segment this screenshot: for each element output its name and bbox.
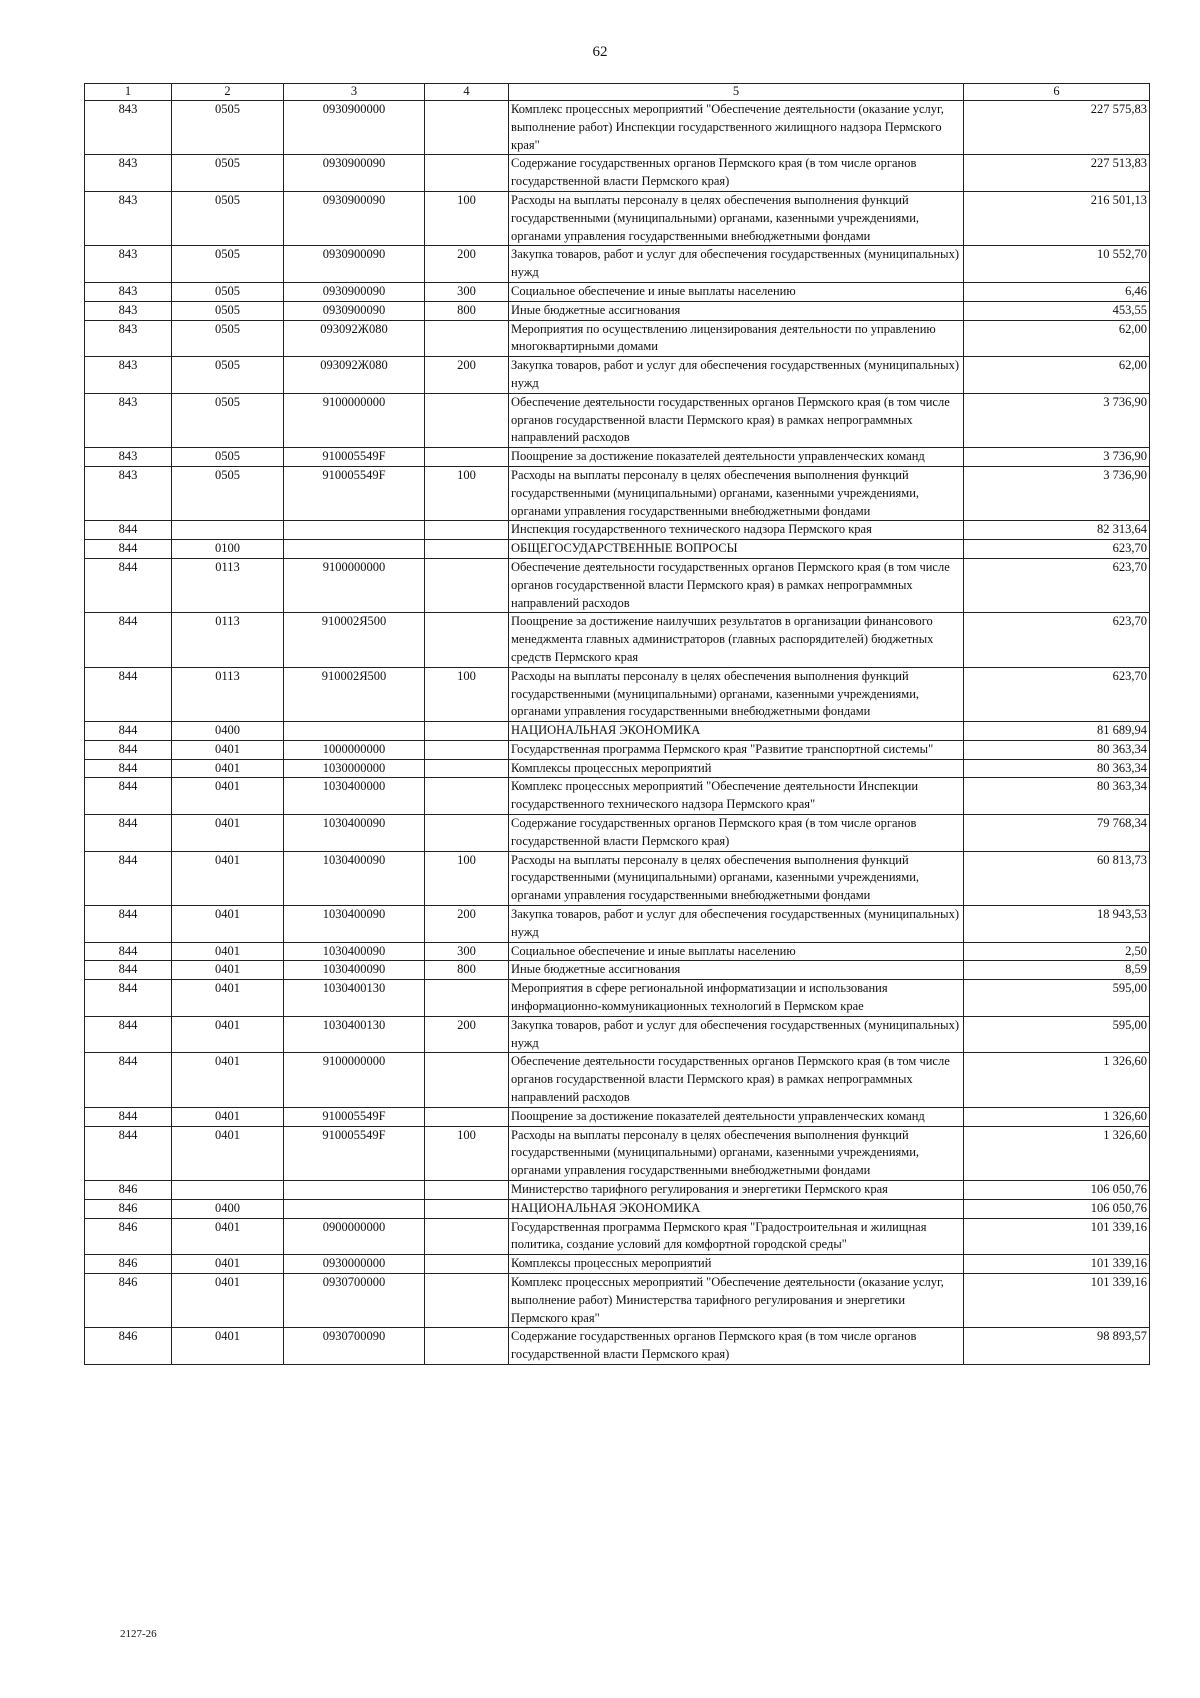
section-code-cell: 0505 bbox=[172, 393, 284, 447]
target-article-cell: 1030400090 bbox=[284, 942, 425, 961]
description-cell: Иные бюджетные ассигнования bbox=[509, 301, 964, 320]
section-code-cell: 0505 bbox=[172, 246, 284, 283]
target-article-cell: 1030400090 bbox=[284, 815, 425, 852]
description-cell: Расходы на выплаты персоналу в целях обеспечения выполнения функций государственными (муниципальными) органами, казенными учреждениями, органами управления государственными внебюджетными фондами bbox=[509, 466, 964, 520]
section-code-cell: 0401 bbox=[172, 759, 284, 778]
ministry-code-cell: 843 bbox=[85, 301, 172, 320]
ministry-code-cell: 843 bbox=[85, 357, 172, 394]
column-header-2: 2 bbox=[172, 84, 284, 101]
expense-type-cell bbox=[425, 778, 509, 815]
amount-cell: 101 339,16 bbox=[964, 1255, 1150, 1274]
amount-cell: 101 339,16 bbox=[964, 1274, 1150, 1328]
ministry-code-cell: 843 bbox=[85, 191, 172, 245]
ministry-code-cell: 843 bbox=[85, 448, 172, 467]
description-cell: Расходы на выплаты персоналу в целях обеспечения выполнения функций государственными (муниципальными) органами, казенными учреждениями, органами управления государственными внебюджетными фондами bbox=[509, 667, 964, 721]
table-row bbox=[85, 667, 1150, 721]
description-cell: Закупка товаров, работ и услуг для обеспечения государственных (муниципальных) нужд bbox=[509, 906, 964, 943]
ministry-code-cell: 844 bbox=[85, 1107, 172, 1126]
target-article-cell bbox=[284, 1199, 425, 1218]
description-cell: Поощрение за достижение показателей деятельности управленческих команд bbox=[509, 448, 964, 467]
target-article-cell: 1030400130 bbox=[284, 980, 425, 1017]
section-code-cell: 0401 bbox=[172, 815, 284, 852]
expense-type-cell bbox=[425, 740, 509, 759]
section-code-cell: 0505 bbox=[172, 155, 284, 192]
section-code-cell: 0505 bbox=[172, 301, 284, 320]
section-code-cell: 0505 bbox=[172, 101, 284, 155]
table-row bbox=[85, 906, 1150, 943]
table-row bbox=[85, 1107, 1150, 1126]
page-number: 62 bbox=[592, 44, 608, 60]
ministry-code-cell: 844 bbox=[85, 558, 172, 612]
expense-type-cell: 200 bbox=[425, 357, 509, 394]
amount-cell: 101 339,16 bbox=[964, 1218, 1150, 1255]
ministry-code-cell: 844 bbox=[85, 1126, 172, 1180]
expense-type-cell bbox=[425, 980, 509, 1017]
table-row bbox=[85, 282, 1150, 301]
table-row bbox=[85, 155, 1150, 192]
section-code-cell: 0401 bbox=[172, 1328, 284, 1365]
table-row bbox=[85, 1199, 1150, 1218]
table-row bbox=[85, 1218, 1150, 1255]
table-row bbox=[85, 466, 1150, 520]
amount-cell: 1 326,60 bbox=[964, 1053, 1150, 1107]
target-article-cell: 1030400000 bbox=[284, 778, 425, 815]
description-cell: Государственная программа Пермского края "Развитие транспортной системы" bbox=[509, 740, 964, 759]
target-article-cell: 093092Ж080 bbox=[284, 320, 425, 357]
section-code-cell bbox=[172, 1181, 284, 1200]
expense-type-cell bbox=[425, 1218, 509, 1255]
amount-cell: 216 501,13 bbox=[964, 191, 1150, 245]
table-row bbox=[85, 320, 1150, 357]
description-cell: Мероприятия по осуществлению лицензирования деятельности по управлению многоквартирными домами bbox=[509, 320, 964, 357]
description-cell: ОБЩЕГОСУДАРСТВЕННЫЕ ВОПРОСЫ bbox=[509, 540, 964, 559]
amount-cell: 3 736,90 bbox=[964, 466, 1150, 520]
ministry-code-cell: 846 bbox=[85, 1274, 172, 1328]
target-article-cell: 910005549F bbox=[284, 466, 425, 520]
description-cell: Комплексы процессных мероприятий bbox=[509, 1255, 964, 1274]
target-article-cell: 1000000000 bbox=[284, 740, 425, 759]
target-article-cell: 910002Я500 bbox=[284, 667, 425, 721]
ministry-code-cell: 846 bbox=[85, 1218, 172, 1255]
ministry-code-cell: 846 bbox=[85, 1181, 172, 1200]
amount-cell: 453,55 bbox=[964, 301, 1150, 320]
table-body bbox=[85, 101, 1150, 1365]
section-code-cell: 0113 bbox=[172, 613, 284, 667]
ministry-code-cell: 844 bbox=[85, 851, 172, 905]
column-header-5: 5 bbox=[509, 84, 964, 101]
expense-type-cell bbox=[425, 1255, 509, 1274]
target-article-cell: 910005549F bbox=[284, 1126, 425, 1180]
table-row bbox=[85, 851, 1150, 905]
expense-type-cell: 100 bbox=[425, 667, 509, 721]
ministry-code-cell: 844 bbox=[85, 961, 172, 980]
amount-cell: 18 943,53 bbox=[964, 906, 1150, 943]
description-cell: Комплекс процессных мероприятий "Обеспечение деятельности (оказание услуг, выполнение работ) Инспекции государственного жилищного надзора Пермского края" bbox=[509, 101, 964, 155]
table-row bbox=[85, 393, 1150, 447]
ministry-code-cell: 844 bbox=[85, 667, 172, 721]
table-row bbox=[85, 521, 1150, 540]
table-row bbox=[85, 540, 1150, 559]
amount-cell: 623,70 bbox=[964, 540, 1150, 559]
description-cell: Социальное обеспечение и иные выплаты населению bbox=[509, 282, 964, 301]
section-code-cell: 0400 bbox=[172, 722, 284, 741]
ministry-code-cell: 843 bbox=[85, 466, 172, 520]
ministry-code-cell: 844 bbox=[85, 540, 172, 559]
amount-cell: 227 513,83 bbox=[964, 155, 1150, 192]
ministry-code-cell: 846 bbox=[85, 1199, 172, 1218]
target-article-cell: 0930900090 bbox=[284, 191, 425, 245]
ministry-code-cell: 843 bbox=[85, 282, 172, 301]
target-article-cell: 0900000000 bbox=[284, 1218, 425, 1255]
amount-cell: 80 363,34 bbox=[964, 778, 1150, 815]
table-row bbox=[85, 942, 1150, 961]
description-cell: Комплекс процессных мероприятий "Обеспечение деятельности Инспекции государственного технического надзора Пермского края" bbox=[509, 778, 964, 815]
amount-cell: 595,00 bbox=[964, 980, 1150, 1017]
description-cell: Расходы на выплаты персоналу в целях обеспечения выполнения функций государственными (муниципальными) органами, казенными учреждениями, органами управления государственными внебюджетными фондами bbox=[509, 191, 964, 245]
section-code-cell: 0401 bbox=[172, 740, 284, 759]
amount-cell: 81 689,94 bbox=[964, 722, 1150, 741]
expense-type-cell bbox=[425, 1274, 509, 1328]
description-cell: Обеспечение деятельности государственных органов Пермского края (в том числе органов государственной власти Пермского края) в рамках непрограммных направлений расходов bbox=[509, 558, 964, 612]
expense-type-cell: 100 bbox=[425, 1126, 509, 1180]
description-cell: Поощрение за достижение наилучших результатов в организации финансового менеджмента главных администраторов (главных распорядителей) бюджетных средств Пермского края bbox=[509, 613, 964, 667]
amount-cell: 227 575,83 bbox=[964, 101, 1150, 155]
section-code-cell: 0401 bbox=[172, 851, 284, 905]
ministry-code-cell: 846 bbox=[85, 1328, 172, 1365]
budget-table bbox=[84, 83, 1150, 1365]
section-code-cell: 0401 bbox=[172, 961, 284, 980]
description-cell: Обеспечение деятельности государственных органов Пермского края (в том числе органов государственной власти Пермского края) в рамках непрограммных направлений расходов bbox=[509, 1053, 964, 1107]
section-code-cell: 0505 bbox=[172, 357, 284, 394]
ministry-code-cell: 844 bbox=[85, 759, 172, 778]
description-cell: Содержание государственных органов Пермского края (в том числе органов государственной власти Пермского края) bbox=[509, 155, 964, 192]
section-code-cell: 0401 bbox=[172, 1255, 284, 1274]
ministry-code-cell: 843 bbox=[85, 246, 172, 283]
section-code-cell: 0401 bbox=[172, 942, 284, 961]
ministry-code-cell: 844 bbox=[85, 980, 172, 1017]
target-article-cell: 0930900090 bbox=[284, 301, 425, 320]
section-code-cell: 0401 bbox=[172, 1126, 284, 1180]
description-cell: НАЦИОНАЛЬНАЯ ЭКОНОМИКА bbox=[509, 722, 964, 741]
target-article-cell: 910005549F bbox=[284, 1107, 425, 1126]
section-code-cell bbox=[172, 521, 284, 540]
ministry-code-cell: 843 bbox=[85, 320, 172, 357]
ministry-code-cell: 843 bbox=[85, 393, 172, 447]
target-article-cell bbox=[284, 1181, 425, 1200]
amount-cell: 62,00 bbox=[964, 320, 1150, 357]
table-row bbox=[85, 301, 1150, 320]
section-code-cell: 0401 bbox=[172, 1274, 284, 1328]
column-header-1: 1 bbox=[85, 84, 172, 101]
table-row bbox=[85, 1274, 1150, 1328]
table-row bbox=[85, 1328, 1150, 1365]
target-article-cell: 910002Я500 bbox=[284, 613, 425, 667]
ministry-code-cell: 844 bbox=[85, 740, 172, 759]
ministry-code-cell: 844 bbox=[85, 521, 172, 540]
expense-type-cell bbox=[425, 155, 509, 192]
amount-cell: 62,00 bbox=[964, 357, 1150, 394]
target-article-cell: 1030400130 bbox=[284, 1016, 425, 1053]
ministry-code-cell: 844 bbox=[85, 778, 172, 815]
target-article-cell: 0930900090 bbox=[284, 155, 425, 192]
target-article-cell: 0930000000 bbox=[284, 1255, 425, 1274]
expense-type-cell: 800 bbox=[425, 961, 509, 980]
target-article-cell: 0930900090 bbox=[284, 282, 425, 301]
expense-type-cell bbox=[425, 393, 509, 447]
target-article-cell bbox=[284, 521, 425, 540]
expense-type-cell bbox=[425, 101, 509, 155]
amount-cell: 3 736,90 bbox=[964, 448, 1150, 467]
target-article-cell bbox=[284, 722, 425, 741]
section-code-cell: 0505 bbox=[172, 320, 284, 357]
expense-type-cell bbox=[425, 1107, 509, 1126]
description-cell: Министерство тарифного регулирования и энергетики Пермского края bbox=[509, 1181, 964, 1200]
expense-type-cell bbox=[425, 1328, 509, 1365]
amount-cell: 82 313,64 bbox=[964, 521, 1150, 540]
description-cell: Мероприятия в сфере региональной информатизации и использования информационно-коммуникационных технологий в Пермском крае bbox=[509, 980, 964, 1017]
table-row bbox=[85, 246, 1150, 283]
expense-type-cell bbox=[425, 1199, 509, 1218]
section-code-cell: 0505 bbox=[172, 466, 284, 520]
description-cell: Расходы на выплаты персоналу в целях обеспечения выполнения функций государственными (муниципальными) органами, казенными учреждениями, органами управления государственными внебюджетными фондами bbox=[509, 851, 964, 905]
description-cell: Закупка товаров, работ и услуг для обеспечения государственных (муниципальных) нужд bbox=[509, 1016, 964, 1053]
table-row bbox=[85, 357, 1150, 394]
description-cell: НАЦИОНАЛЬНАЯ ЭКОНОМИКА bbox=[509, 1199, 964, 1218]
column-header-6: 6 bbox=[964, 84, 1150, 101]
section-code-cell: 0401 bbox=[172, 778, 284, 815]
description-cell: Содержание государственных органов Пермского края (в том числе органов государственной власти Пермского края) bbox=[509, 815, 964, 852]
ministry-code-cell: 843 bbox=[85, 155, 172, 192]
section-code-cell: 0401 bbox=[172, 1016, 284, 1053]
table-row bbox=[85, 778, 1150, 815]
expense-type-cell bbox=[425, 759, 509, 778]
table-row bbox=[85, 558, 1150, 612]
table-row bbox=[85, 1126, 1150, 1180]
amount-cell: 6,46 bbox=[964, 282, 1150, 301]
table-row bbox=[85, 1181, 1150, 1200]
table-row bbox=[85, 759, 1150, 778]
section-code-cell: 0113 bbox=[172, 558, 284, 612]
description-cell: Комплексы процессных мероприятий bbox=[509, 759, 964, 778]
target-article-cell: 0930700000 bbox=[284, 1274, 425, 1328]
amount-cell: 623,70 bbox=[964, 558, 1150, 612]
table-row bbox=[85, 722, 1150, 741]
section-code-cell: 0401 bbox=[172, 1053, 284, 1107]
table-header-row bbox=[85, 84, 1150, 101]
expense-type-cell bbox=[425, 1181, 509, 1200]
column-header-3: 3 bbox=[284, 84, 425, 101]
amount-cell: 80 363,34 bbox=[964, 740, 1150, 759]
expense-type-cell: 200 bbox=[425, 906, 509, 943]
description-cell: Иные бюджетные ассигнования bbox=[509, 961, 964, 980]
table-row bbox=[85, 980, 1150, 1017]
expense-type-cell bbox=[425, 521, 509, 540]
target-article-cell: 0930900000 bbox=[284, 101, 425, 155]
target-article-cell bbox=[284, 540, 425, 559]
amount-cell: 1 326,60 bbox=[964, 1126, 1150, 1180]
target-article-cell: 1030000000 bbox=[284, 759, 425, 778]
ministry-code-cell: 844 bbox=[85, 722, 172, 741]
expense-type-cell bbox=[425, 558, 509, 612]
amount-cell: 3 736,90 bbox=[964, 393, 1150, 447]
description-cell: Комплекс процессных мероприятий "Обеспечение деятельности (оказание услуг, выполнение работ) Министерства тарифного регулирования и энергетики Пермского края" bbox=[509, 1274, 964, 1328]
section-code-cell: 0100 bbox=[172, 540, 284, 559]
expense-type-cell bbox=[425, 448, 509, 467]
description-cell: Инспекция государственного технического надзора Пермского края bbox=[509, 521, 964, 540]
table-row bbox=[85, 1255, 1150, 1274]
amount-cell: 60 813,73 bbox=[964, 851, 1150, 905]
section-code-cell: 0113 bbox=[172, 667, 284, 721]
ministry-code-cell: 844 bbox=[85, 906, 172, 943]
expense-type-cell: 100 bbox=[425, 191, 509, 245]
expense-type-cell: 200 bbox=[425, 1016, 509, 1053]
target-article-cell: 1030400090 bbox=[284, 906, 425, 943]
expense-type-cell: 300 bbox=[425, 282, 509, 301]
ministry-code-cell: 844 bbox=[85, 815, 172, 852]
ministry-code-cell: 844 bbox=[85, 942, 172, 961]
target-article-cell: 0930900090 bbox=[284, 246, 425, 283]
amount-cell: 1 326,60 bbox=[964, 1107, 1150, 1126]
expense-type-cell: 800 bbox=[425, 301, 509, 320]
amount-cell: 106 050,76 bbox=[964, 1181, 1150, 1200]
table-row bbox=[85, 448, 1150, 467]
expense-type-cell bbox=[425, 1053, 509, 1107]
table-row bbox=[85, 101, 1150, 155]
table-row bbox=[85, 961, 1150, 980]
table-row bbox=[85, 1016, 1150, 1053]
table-row bbox=[85, 815, 1150, 852]
target-article-cell: 9100000000 bbox=[284, 1053, 425, 1107]
table-row bbox=[85, 191, 1150, 245]
table-row bbox=[85, 1053, 1150, 1107]
target-article-cell: 9100000000 bbox=[284, 558, 425, 612]
amount-cell: 8,59 bbox=[964, 961, 1150, 980]
amount-cell: 10 552,70 bbox=[964, 246, 1150, 283]
ministry-code-cell: 846 bbox=[85, 1255, 172, 1274]
expense-type-cell: 200 bbox=[425, 246, 509, 283]
section-code-cell: 0505 bbox=[172, 448, 284, 467]
description-cell: Закупка товаров, работ и услуг для обеспечения государственных (муниципальных) нужд bbox=[509, 246, 964, 283]
target-article-cell: 910005549F bbox=[284, 448, 425, 467]
amount-cell: 80 363,34 bbox=[964, 759, 1150, 778]
footer-code: 2127-26 bbox=[120, 1628, 157, 1640]
target-article-cell: 9100000000 bbox=[284, 393, 425, 447]
section-code-cell: 0505 bbox=[172, 191, 284, 245]
ministry-code-cell: 844 bbox=[85, 1053, 172, 1107]
ministry-code-cell: 844 bbox=[85, 1016, 172, 1053]
amount-cell: 623,70 bbox=[964, 667, 1150, 721]
description-cell: Государственная программа Пермского края "Градостроительная и жилищная политика, создание условий для комфортной городской среды" bbox=[509, 1218, 964, 1255]
description-cell: Содержание государственных органов Пермского края (в том числе органов государственной власти Пермского края) bbox=[509, 1328, 964, 1365]
section-code-cell: 0401 bbox=[172, 980, 284, 1017]
expense-type-cell: 300 bbox=[425, 942, 509, 961]
expense-type-cell: 100 bbox=[425, 851, 509, 905]
amount-cell: 595,00 bbox=[964, 1016, 1150, 1053]
table-row bbox=[85, 740, 1150, 759]
amount-cell: 79 768,34 bbox=[964, 815, 1150, 852]
expense-type-cell bbox=[425, 540, 509, 559]
expense-type-cell bbox=[425, 320, 509, 357]
section-code-cell: 0401 bbox=[172, 1218, 284, 1255]
target-article-cell: 093092Ж080 bbox=[284, 357, 425, 394]
section-code-cell: 0401 bbox=[172, 1107, 284, 1126]
target-article-cell: 0930700090 bbox=[284, 1328, 425, 1365]
table-row bbox=[85, 613, 1150, 667]
description-cell: Поощрение за достижение показателей деятельности управленческих команд bbox=[509, 1107, 964, 1126]
amount-cell: 106 050,76 bbox=[964, 1199, 1150, 1218]
description-cell: Социальное обеспечение и иные выплаты населению bbox=[509, 942, 964, 961]
section-code-cell: 0401 bbox=[172, 906, 284, 943]
amount-cell: 2,50 bbox=[964, 942, 1150, 961]
ministry-code-cell: 843 bbox=[85, 101, 172, 155]
expense-type-cell bbox=[425, 815, 509, 852]
amount-cell: 623,70 bbox=[964, 613, 1150, 667]
amount-cell: 98 893,57 bbox=[964, 1328, 1150, 1365]
section-code-cell: 0505 bbox=[172, 282, 284, 301]
expense-type-cell bbox=[425, 613, 509, 667]
target-article-cell: 1030400090 bbox=[284, 961, 425, 980]
column-header-4: 4 bbox=[425, 84, 509, 101]
description-cell: Закупка товаров, работ и услуг для обеспечения государственных (муниципальных) нужд bbox=[509, 357, 964, 394]
expense-type-cell: 100 bbox=[425, 466, 509, 520]
ministry-code-cell: 844 bbox=[85, 613, 172, 667]
target-article-cell: 1030400090 bbox=[284, 851, 425, 905]
description-cell: Обеспечение деятельности государственных органов Пермского края (в том числе органов государственной власти Пермского края) в рамках непрограммных направлений расходов bbox=[509, 393, 964, 447]
expense-type-cell bbox=[425, 722, 509, 741]
description-cell: Расходы на выплаты персоналу в целях обеспечения выполнения функций государственными (муниципальными) органами, казенными учреждениями, органами управления государственными внебюджетными фондами bbox=[509, 1126, 964, 1180]
section-code-cell: 0400 bbox=[172, 1199, 284, 1218]
